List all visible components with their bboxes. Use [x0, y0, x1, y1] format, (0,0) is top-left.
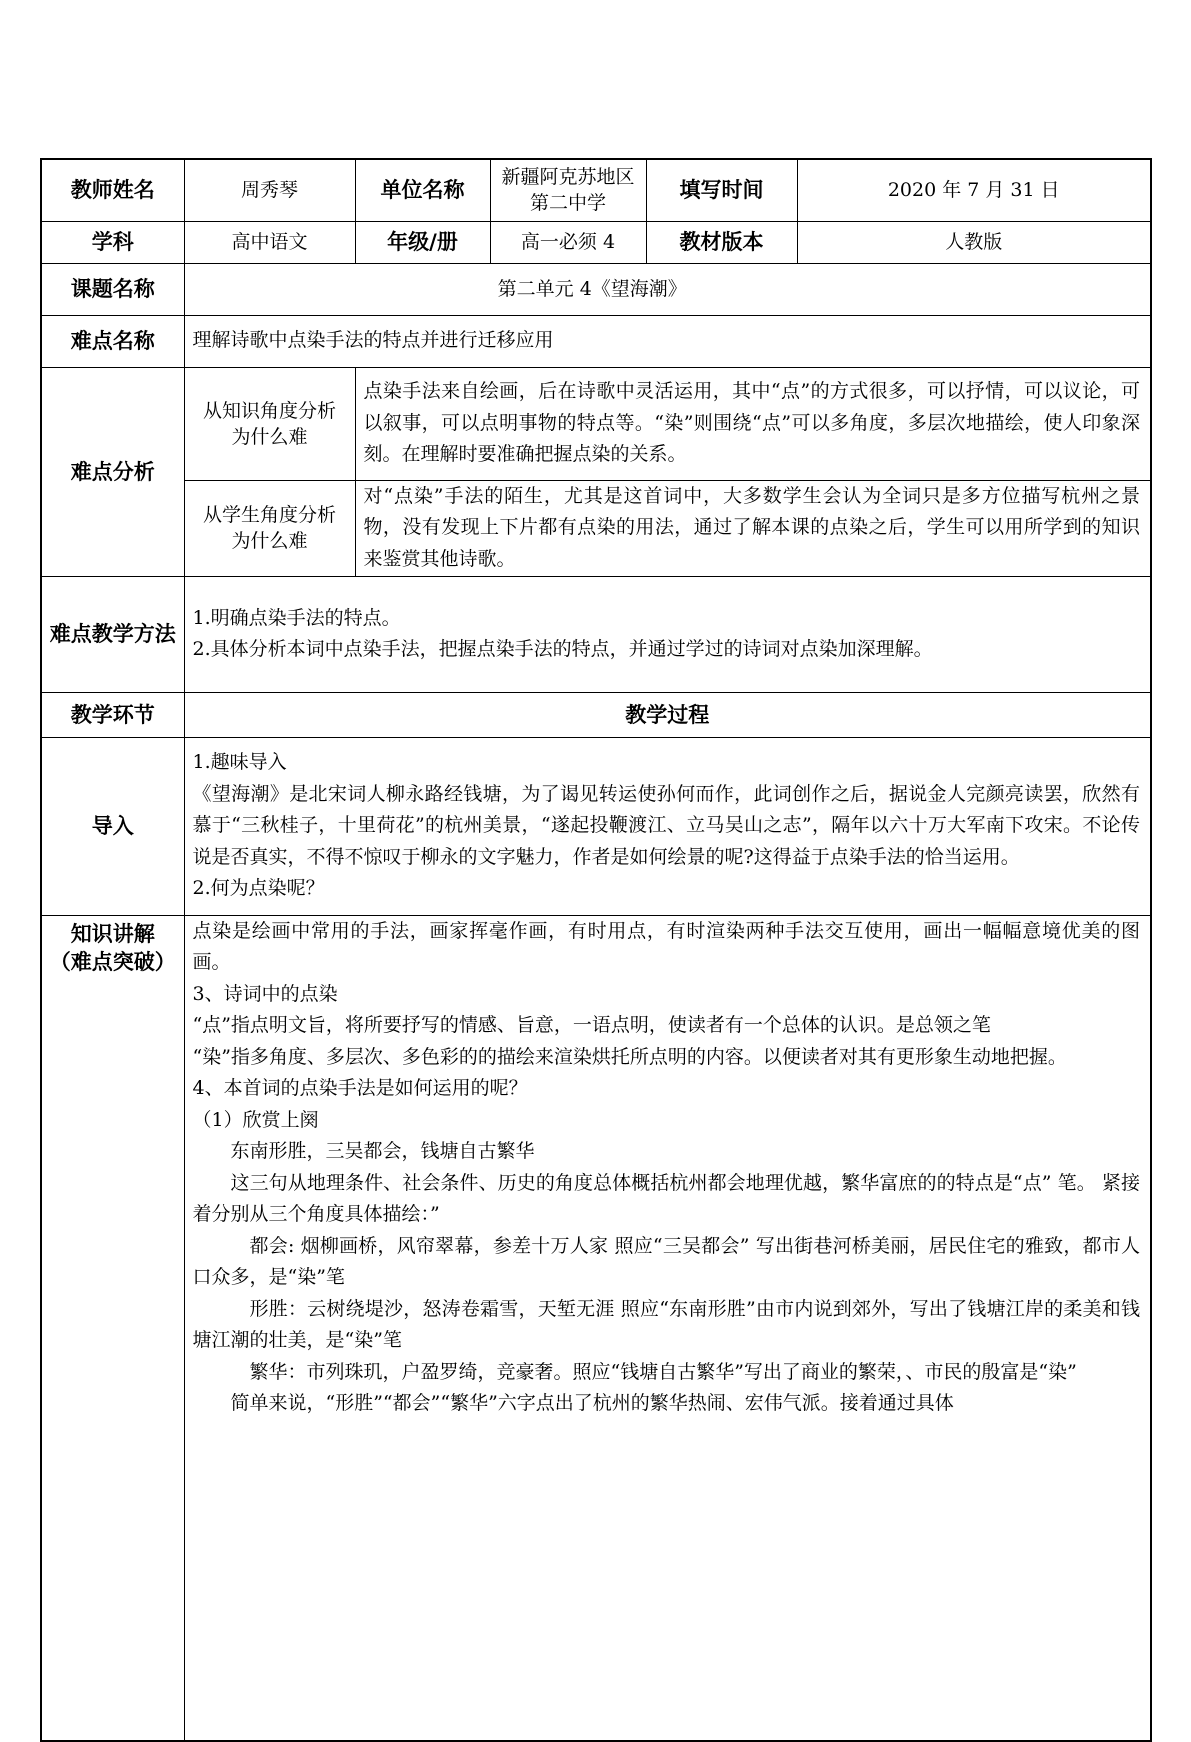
table-row	[41, 915, 1151, 1741]
intro-line-2: 2.何为点染呢？	[192, 877, 325, 900]
knowledge-p3: “点”指点明文旨，将所要抒写的情感、旨意，一语点明，使读者有一个总体的认识。是总领之笔	[192, 1014, 991, 1036]
knowledge-p1: 点染是绘画中常用的手法，画家挥毫作画，有时用点，有时渲染两种手法交互使用，画出一幅幅意境优美的图画。	[192, 919, 1140, 973]
knowledge-angle-text: 点染手法来自绘画，后在诗歌中灵活运用，其中“点”的方式很多，可以抒情，可以议论，可以叙事，可以点明事物的特点等。“染”则围绕“点”可以多角度，多层次地描绘，使人印象深刻。在理解时要准确把握点染的关系。	[355, 367, 1151, 480]
unit-name-line1: 新疆阿克苏地区	[501, 166, 635, 189]
method-label: 难点教学方法	[41, 576, 184, 692]
knowledge-p10: 形胜：云树绕堤沙，怒涛卷霜雪，天堑无涯 照应“东南形胜”由市内说到郊外，写出了钱塘江岸的柔美和钱塘江潮的壮美，是“染”笔	[192, 1297, 1140, 1351]
table-row	[41, 159, 1151, 221]
difficulty-value: 理解诗歌中点染手法的特点并进行迁移应用	[184, 315, 1151, 367]
topic-value: 第二单元 4《望海潮》	[184, 263, 1151, 315]
knowledge-label	[41, 915, 184, 1741]
subject-value: 高中语文	[184, 221, 355, 263]
intro-label: 导入	[41, 737, 184, 915]
teacher-name-value: 周秀琴	[184, 159, 355, 221]
difficulty-label: 难点名称	[41, 315, 184, 367]
knowledge-p5: 4、本首词的点染手法是如何运用的呢？	[192, 1077, 528, 1099]
analysis-label: 难点分析	[41, 367, 184, 576]
intro-paragraph: 《望海潮》是北宋词人柳永路经钱塘，为了谒见转运使孙何而作，此词创作之后，据说金人完颜亮读罢，欣然有慕于“三秋桂子，十里荷花”的杭州美景，“遂起投鞭渡江、立马吴山之志”，隔年以六十万大军南下攻宋。不论传说是否真实，不得不惊叹于柳永的文字魅力，作者是如何绘景的呢?这得益于点染手法的恰当运用。	[192, 782, 1140, 868]
method-text	[184, 576, 1151, 692]
knowledge-p4: “染”指多角度、多层次、多色彩的的描绘来渲染烘托所点明的内容。以便读者对其有更形象生动地把握。	[192, 1045, 1067, 1068]
table-row	[41, 221, 1151, 263]
lesson-plan-table	[40, 158, 1152, 1742]
table-row	[41, 576, 1151, 692]
subject-label: 学科	[41, 221, 184, 263]
stage-header: 教学环节	[41, 692, 184, 737]
intro-text	[184, 737, 1151, 915]
knowledge-p7: 东南形胜，三吴都会，钱塘自古繁华	[230, 1140, 535, 1162]
grade-label: 年级/册	[355, 221, 490, 263]
method-item-2: 2.具体分析本词中点染手法，把握点染手法的特点，并通过学过的诗词对点染加深理解。	[192, 638, 933, 660]
edition-value: 人教版	[797, 221, 1151, 263]
knowledge-angle-line1: 从知识角度分析	[202, 399, 336, 422]
knowledge-angle-line2: 为什么难	[231, 425, 308, 448]
intro-line-1: 1.趣味导入	[192, 751, 287, 774]
knowledge-angle-label	[184, 367, 355, 480]
knowledge-p11: 繁华：市列珠玑，户盈罗绮，竞豪奢。照应“钱塘自古繁华”写出了商业的繁荣，、市民的殷富是“染”	[249, 1360, 1077, 1383]
knowledge-p12: 简单来说，“形胜”“都会”“繁华”六字点出了杭州的繁华热闹、宏伟气派。接着通过具体	[230, 1392, 954, 1414]
table-row	[41, 263, 1151, 315]
topic-label: 课题名称	[41, 263, 184, 315]
knowledge-p2: 3、诗词中的点染	[192, 982, 338, 1005]
fill-date-value: 2020 年 7 月 31 日	[797, 159, 1151, 221]
lesson-plan-sheet	[40, 158, 1150, 1742]
method-item-1: 1.明确点染手法的特点。	[192, 606, 401, 629]
knowledge-label-line2: （难点突破）	[49, 949, 176, 974]
student-angle-text: 对“点染”手法的陌生，尤其是这首词中，大多数学生会认为全词只是多方位描写杭州之景物，没有发现上下片都有点染的用法，通过了解本课的点染之后，学生可以用所学到的知识来鉴赏其他诗歌。	[355, 480, 1151, 576]
knowledge-p6: （1）欣赏上阕	[192, 1108, 319, 1131]
student-angle-line2: 为什么难	[231, 530, 308, 552]
student-angle-line1: 从学生角度分析	[202, 504, 336, 526]
teacher-name-label: 教师姓名	[41, 159, 184, 221]
knowledge-label-line1: 知识讲解	[70, 921, 155, 946]
table-row	[41, 367, 1151, 480]
edition-label: 教材版本	[646, 221, 797, 263]
table-row	[41, 737, 1151, 915]
table-row	[41, 315, 1151, 367]
process-header: 教学过程	[184, 692, 1151, 737]
fill-date-label: 填写时间	[646, 159, 797, 221]
grade-value: 高一必须 4	[490, 221, 646, 263]
table-row	[41, 480, 1151, 576]
unit-name-label: 单位名称	[355, 159, 490, 221]
knowledge-p9: 都会: 烟柳画桥，风帘翠幕，参差十万人家 照应“三吴都会” 写出街巷河桥美丽，居民住宅的雅致，都市人口众多，是“染”笔	[192, 1234, 1140, 1288]
unit-name-line2: 第二中学	[529, 192, 606, 215]
unit-name-value	[490, 159, 646, 221]
knowledge-p8: 这三句从地理条件、社会条件、历史的角度总体概括杭州都会地理优越，繁华富庶的的特点是“点” 笔。 紧接着分别从三个角度具体描绘：”	[192, 1171, 1140, 1225]
knowledge-text	[184, 915, 1151, 1741]
table-row	[41, 692, 1151, 737]
student-angle-label	[184, 480, 355, 576]
